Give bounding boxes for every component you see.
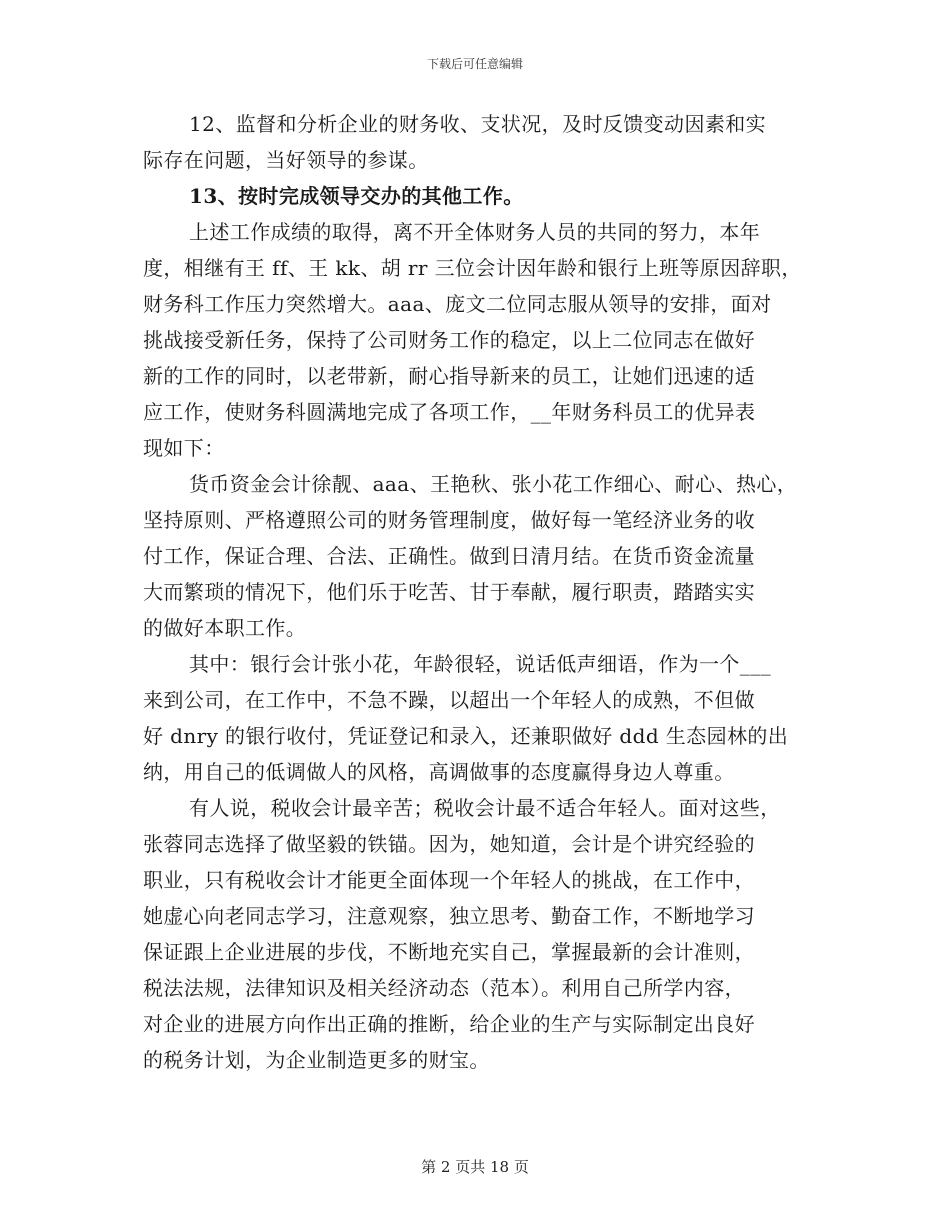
paragraph-line: 纳，用自己的低调做人的风格，高调做事的态度赢得身边人尊重。 (143, 760, 735, 784)
paragraph-line: 现如下： (143, 436, 225, 460)
paragraph-line: 有人说，税收会计最辛苦；税收会计最不适合年轻人。面对这些， (189, 796, 781, 820)
paragraph-line: 对企业的进展方向作出正确的推断，给企业的生产与实际制定出良好 (143, 1012, 755, 1036)
paragraph-line: 张蓉同志选择了做坚毅的铁锚。因为，她知道，会计是个讲究经验的 (143, 832, 755, 856)
document-body (143, 106, 813, 1078)
paragraph-line: 坚持原则、严格遵照公司的财务管理制度，做好每一笔经济业务的收 (143, 508, 755, 532)
paragraph-line: 保证跟上企业进展的步伐，不断地充实自己，掌握最新的会计准则， (143, 940, 755, 964)
paragraph-line: 税法法规，法律知识及相关经济动态（范本）。利用自己所学内容， (143, 976, 745, 1000)
paragraph-line: 的税务计划，为企业制造更多的财宝。 (143, 1048, 490, 1072)
paragraph-line: 付工作，保证合理、合法、正确性。做到日清月结。在货币资金流量 (143, 544, 755, 568)
paragraph-line: 好 dnry 的银行收付，凭证登记和录入，还兼职做好 ddd 生态园林的出 (143, 724, 789, 748)
paragraph-line: 职业，只有税收会计才能更全面体现一个年轻人的挑战，在工作中， (143, 868, 755, 892)
paragraph-line: 她虚心向老同志学习，注意观察，独立思考、勤奋工作，不断地学习 (143, 904, 755, 928)
paragraph-line: 来到公司，在工作中，不急不躁，以超出一个年轻人的成熟，不但做 (143, 688, 755, 712)
page-number-footer: 第 2 页共 18 页 (421, 1158, 529, 1176)
paragraph-line: 上述工作成绩的取得，离不开全体财务人员的共同的努力，本年 (189, 220, 761, 244)
paragraph-line: 新的工作的同时，以老带新，耐心指导新来的员工，让她们迅速的适 (143, 364, 755, 388)
paragraph-line: 大而繁琐的情况下，他们乐于吃苦、甘于奉献，履行职责，踏踏实实 (143, 580, 755, 604)
paragraph-line: 应工作，使财务科圆满地完成了各项工作，__年财务科员工的优异表 (143, 400, 756, 424)
paragraph-line: 财务科工作压力突然增大。aaa、庞文二位同志服从领导的安排，面对 (143, 292, 772, 316)
paragraph-line: 际存在问题，当好领导的参谋。 (143, 148, 429, 172)
paragraph-line-heading: 13、按时完成领导交办的其他工作。 (189, 184, 524, 208)
paragraph-line: 挑战接受新任务，保持了公司财务工作的稳定，以上二位同志在做好 (143, 328, 755, 352)
paragraph-line: 12、监督和分析企业的财务收、支状况，及时反馈变动因素和实 (189, 112, 767, 136)
paragraph-line: 货币资金会计徐靓、aaa、王艳秋、张小花工作细心、耐心、热心， (189, 472, 798, 496)
paragraph-line: 其中：银行会计张小花，年龄很轻，说话低声细语，作为一个___ (189, 652, 771, 676)
page-header-note: 下载后可任意编辑 (426, 57, 523, 71)
paragraph-line: 的做好本职工作。 (143, 616, 307, 640)
paragraph-line: 度，相继有王 ff、王 kk、胡 rr 三位会计因年龄和银行上班等原因辞职， (143, 256, 802, 280)
